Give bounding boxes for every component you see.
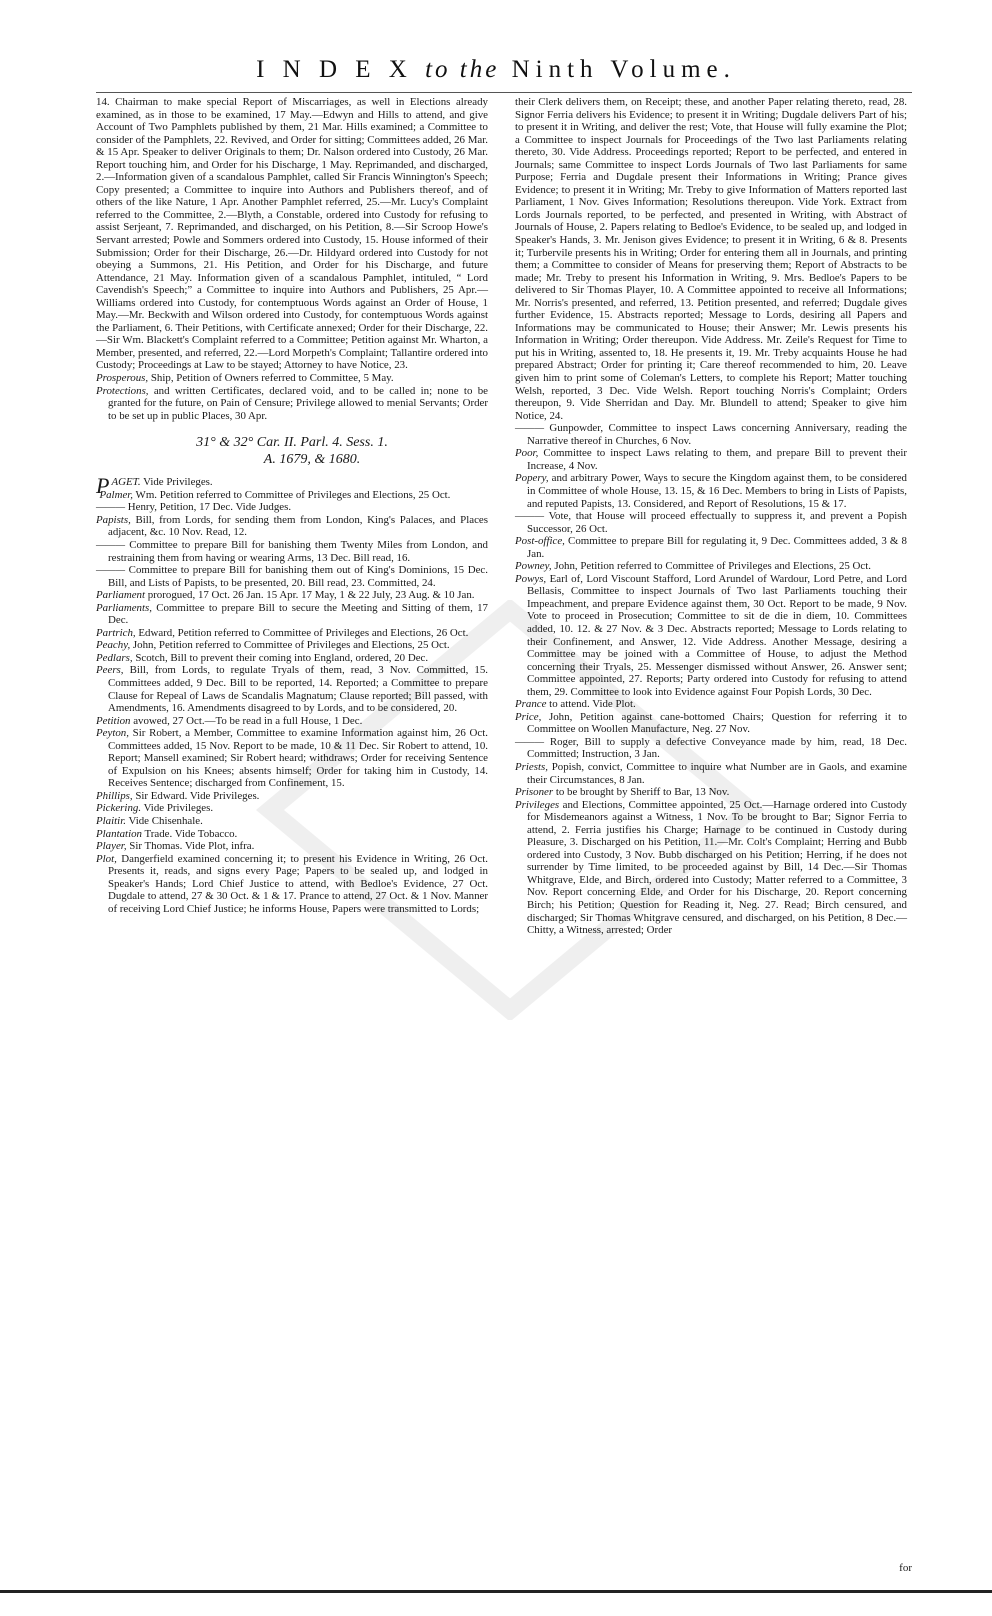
index-entry [96, 639, 488, 652]
entry-text: Wm. Petition referred to Committee of Privileges and Elections, 25 Oct. [133, 488, 451, 501]
drop-cap: P [96, 473, 110, 499]
index-entry [96, 828, 488, 841]
entry-text: Scotch, Bill to prevent their coming into England, ordered, 20 Dec. [132, 651, 429, 664]
entry-text: Committee to prepare Bill for banishing them Twenty Miles from London, and restraining them from having or wearing Arms, 13 Dec. Bill read, 16. [108, 538, 488, 564]
entry-text: Vote, that House will proceed effectually to suppress it, and prevent a Popish Successor, 26 Oct. [527, 510, 907, 535]
index-entry [96, 602, 488, 627]
left-column [96, 96, 488, 915]
index-entry [515, 510, 907, 535]
continuation-paragraph-right: their Clerk delivers them, on Receipt; these, and another Paper relating thereto, read, 28. Signor Ferria delivers his Evidence; to present it in Writing; Dugdale delivers Part of his; to present it in Writing, and deliver the rest; Vote, that House will fully examine the Plot; a Committee to inspect Journals for Proceedings of the Two last Parliaments relating thereto, 30. Vide Address. Proceedings reported; Report to be perfected, and entered in Journals; same Committee to inspect Lords Journals of Two last Parliaments for same Purpose; Ferria and Dugdale present their Informations in Writing; Prance gives Evidence; to present it in Writing; Mr. Treby to give Information of Matters reported last Parliament, 1 Nov. Gives Information; Resolutions thereupon. Vide York. Extract from Lords Journals reported, to be perfected, and presented in Writing, with Abstract of Journals of House, 2. Papers relating to Bedloe's Evidence, to be sealed up, and lodged in Speaker's Hands, 3. Mr. Jenison gives Evidence; to present it in Writing, 6 & 8. Presents it; Turbervile presents his in Writing; Order for entering them all in Journals, and printing them; a Committee to consider of Means for preserving them; Report of Abstracts to be made; Mr. Treby to present his Information in Writing, 9. Mrs. Bedloe's Papers to be delivered to Sir Thomas Player, 10. A Committee appointed to receive all Informations; Mr. Norris's presented, and referred, 13. Petition presented, and referred; Dugdale gives further Evidence, 15. Abstracts reported; Message to Lords, desiring all Papers and Informations may be communicated to House; their Answer; Mr. Lewis presents his Information in Writing; Order thereupon. Vide Address. Mr. Zeile's Request for Time to put his in Writing, assented to, 18. He presents it, 19. Mr. Treby acquaints House he had prepared Abstract; Order for printing it; Care thereof recommended to him, 20. Leave given him to print some of Coleman's Letters, to complete his Report; Matter touching Welsh, reported, 3 Dec. Vide Welsh. Report touching Norris's Complaint; Orders thereupon, 9. Vide Sherridan and Day. Mr. Blundell to attend; Speaker to give him Notice, 24. [515, 96, 907, 422]
entry-text: Roger, Bill to supply a defective Conveyance made by him, read, 18 Dec. Committed; Instruction, 3 Jan. [527, 735, 907, 761]
entry-headword: Player, [96, 840, 127, 853]
index-entry [96, 385, 488, 423]
entry-headword: Peachy, [96, 639, 131, 652]
entry-headword: Pickering. [96, 802, 142, 815]
entry-text: Committee to prepare Bill for regulating it, 9 Dec. Committees added, 3 & 8 Jan. [527, 535, 907, 560]
entry-headword: Prosperous, [96, 372, 149, 385]
entry-text: Committee to prepare Bill to secure the Meeting and Sitting of them, 17 Dec. [108, 601, 488, 627]
index-entry [96, 802, 488, 815]
index-entry [96, 715, 488, 728]
entry-headword: Peyton, [96, 727, 129, 740]
entry-headword: Protections, [96, 384, 149, 397]
entry-headword: Plaitir. [96, 814, 126, 827]
entry-headword: ——— [515, 735, 545, 748]
right-entries [515, 422, 907, 936]
entry-text: Sir Robert, a Member, Committee to examine Information against him, 26 Oct. Committees added, 15 Nov. Report to be made, 10 & 11 Dec. Sir Robert to attend, 10. Report; Mansell examined; Sir Robert heard; withdraws; Order for receiving Sentence of Expulsion on his Knees; absents himself; Order for taking him in Custody, 14. Receives Sentence; discharged from Confinement, 15. [108, 727, 488, 790]
entry-text: avowed, 27 Oct.—To be read in a full House, 1 Dec. [130, 714, 363, 727]
left-top-entries [96, 372, 488, 422]
index-entry [96, 372, 488, 385]
entry-text: prorogued, 17 Oct. 26 Jan. 15 Apr. 17 May, 1 & 22 July, 23 Aug. & 10 Jan. [145, 589, 475, 602]
entry-headword: Powney, [515, 560, 552, 573]
index-entry [515, 422, 907, 447]
entry-text: John, Petition against cane-bottomed Chairs; Question for referring it to Committee on Woollen Manufacture, Neg. 27 Nov. [527, 710, 907, 736]
index-entry [96, 501, 488, 514]
entry-headword: Privileges [515, 798, 560, 811]
entry-text: to be brought by Sheriff to Bar, 13 Nov. [553, 786, 730, 799]
entry-text: and arbitrary Power, Ways to secure the Kingdom against them, to be considered in Committee of whole House, 13. 15, & 16 Dec. Members to bring in Lists of Papists, and reputed Papists, 13. Considered, and Report of Resolutions, 15 & 17. [527, 472, 907, 510]
index-entry [96, 489, 488, 502]
entry-headword: Peers, [96, 664, 124, 677]
index-entry [515, 736, 907, 761]
entry-headword: Popery, [515, 472, 549, 485]
entry-text: Henry, Petition, 17 Dec. Vide Judges. [125, 501, 292, 514]
entry-headword: Plot, [96, 852, 117, 865]
entry-text: Committee to inspect Laws relating to them, and prepare Bill to prevent their Increase, 4 Nov. [527, 447, 907, 472]
header-rule [96, 92, 912, 93]
entry-text: Earl of, Lord Viscount Stafford, Lord Arundel of Wardour, Lord Petre, and Lord Bellasis, Committee to inspect Journals of Two last Parliaments touching their Impeachment, and prepare Evidence against them, 30 Oct. Report to be made, 9 Nov. Vote to proceed in Prosecution; Committee to sit de die in diem, 10. Committees added, 10. 12. & 27 Nov. & 3 Dec. Abstracts reported; Message to Lords relating to their Confinement, and Answer, 12. Vide Address. Another Message, desiring a Committee may be joined with a Committee of House, to adjust the Method concerning their Tryals, 25. Messenger dismissed without Answer, 26. Answer sent; Committee appointed, 27. Reports; Party ordered into Custody for refusing to attend them, 29. Committee to look into Evidence against Four Popish Lords, 30 Dec. [527, 572, 907, 698]
bottom-rule [0, 1590, 992, 1593]
entry-text: Vide Privileges. [141, 802, 214, 815]
entry-text: Dangerfield examined concerning it; to present his Evidence in Writing, 26 Oct. Presents it, reads, and signs every Page; Papers to be sealed up, and lodged in Speaker's Hands; Lord Chief Justice to attend, with Bedloe's Evidence, 27 Oct. Dugdale to attend, 27 & 30 Oct. & 1 & 17. Prance to attend, 27 Oct. & 1 Nov. Manner of receiving Lord Chief Justice; he informs House, Papers were transmitted to Lords; [108, 852, 488, 915]
entry-headword: Price, [515, 710, 542, 723]
running-head-to-the: to the [425, 56, 500, 83]
entry-text: Bill, from Lords, to regulate Tryals of them, read, 3 Nov. Committed, 15. Committees added, 9 Dec. Bill to be reported, 14. Reported; a Committee to prepare Clause for Repeal of Laws de Scandalis Magnatum; Clause reported; Bill passed, with Amendments, 16. Amendments disagreed to by Lords, and to be considered, 20. [108, 664, 488, 715]
right-column [515, 96, 907, 937]
entry-headword: ——— [96, 538, 126, 551]
entry-text: Ship, Petition of Owners referred to Committee, 5 May. [148, 372, 394, 385]
entry-text: Edward, Petition referred to Committee of Privileges and Elections, 26 Oct. [135, 626, 469, 639]
index-entry [515, 799, 907, 937]
entry-text: Trade. Vide Tobacco. [141, 827, 238, 840]
entry-headword: Post-office, [515, 535, 565, 548]
entry-headword: Plantation [96, 827, 142, 840]
entry-headword: Phillips, [96, 789, 133, 802]
running-head-volume: Ninth Volume. [511, 56, 736, 83]
entry-headword: ——— [96, 501, 126, 514]
entry-headword: Prisoner [515, 786, 554, 799]
entry-headword: AGET. [111, 476, 141, 489]
index-entry [96, 652, 488, 665]
entry-headword: Palmer, [99, 488, 134, 501]
index-entry [515, 786, 907, 799]
entry-text: Sir Edward. Vide Privileges. [132, 789, 260, 802]
index-entry [96, 664, 488, 714]
entry-headword: Parliaments, [96, 601, 152, 614]
index-entry [515, 761, 907, 786]
running-head-index: I N D E X [256, 56, 413, 83]
index-entry [515, 711, 907, 736]
index-entry [515, 573, 907, 698]
left-entries [96, 473, 488, 915]
entry-headword: ——— [515, 510, 545, 523]
index-entry [96, 589, 488, 602]
entry-text: Committee to prepare Bill for banishing them out of King's Dominions, 15 Dec. Bill, and Lists of Papists, to be presented, 20. Bill read, 23. Committed, 24. [108, 564, 488, 589]
index-entry [96, 790, 488, 803]
index-entry [515, 698, 907, 711]
index-entry [96, 853, 488, 916]
catchword: for [899, 1562, 912, 1574]
entry-headword: Priests, [515, 760, 548, 773]
entry-headword: Petition [96, 714, 131, 727]
index-entry [96, 627, 488, 640]
entry-headword: ——— [96, 564, 126, 577]
index-entry [96, 727, 488, 790]
entry-text: Sir Thomas. Vide Plot, infra. [126, 840, 255, 853]
entry-headword: Partrich, [96, 626, 136, 639]
entry-headword: Prance [515, 698, 547, 711]
index-entry [96, 815, 488, 828]
index-entry [515, 447, 907, 472]
entry-text: Vide Privileges. [140, 476, 213, 489]
running-head [0, 56, 992, 84]
index-entry [515, 535, 907, 560]
entry-headword: Powys, [515, 572, 547, 585]
index-entry [96, 840, 488, 853]
entry-text: to attend. Vide Plot. [546, 698, 636, 711]
section-heading-line1: 31° & 32° Car. II. Parl. 4. Sess. 1. [196, 435, 388, 451]
entry-text: and written Certificates, declared void, and to be called in; none to be granted for the future, on Pain of Censure; Privilege allowed to menial Servants; Order to be set up in public Places, 30 Apr. [108, 384, 488, 422]
entry-headword: Pedlars, [96, 651, 133, 664]
entry-text: John, Petition referred to Committee of Privileges and Elections, 25 Oct. [130, 639, 450, 652]
index-entry [96, 514, 488, 539]
continuation-paragraph: 14. Chairman to make special Report of Miscarriages, as well in Elections already examined, as in those to be examined, 17 May.—Edwyn and Hills to attend, and give Account of Two Pamphlets published by them, 21 Mar. Hills examined; a Committee to consider of the Pamphlets, 22. Revived, and Order for sitting; Committees added, 26 Mar. & 15 Apr. Speaker to deliver Originals to them; Dr. Nalson ordered into Custody, 26 Mar. Report touching him, and Order for his Discharge, 1 May. Reprimanded, and discharged, 2.—Information given of a scandalous Pamphlet, called Sir Francis Winnington's Speech; Copy presented; a Committee to inquire into Authors and Publishers thereof, and of others of the like Nature, 1 Apr. Another Pamphlet referred, 25.—Mr. Lucy's Complaint referred to the Committee, 2.—Blyth, a Constable, ordered into Custody for refusing to assist Serjeant, 7. Reprimanded, and discharged, on his Petition, 8.—Sir Scroop Howe's Servant arrested; Powle and Sommers ordered into Custody, 15. House informed of their Submission; Order for their Discharge, 26.—Dr. Hildyard ordered into Custody for not obeying a Summons, 21. His Petition, and Order for his Discharge, and future Attendance, 21 May. Information given of a scandalous Pamphlet, intituled, “ Lord Cavendish's Speech;” a Committee to inquire into Authors and Publishers, 25 Apr.—Williams ordered into Custody, for contemptuous Words against an Order of House, 1 May.—Mr. Beckwith and Wilson ordered into Custody, for contemptuous Words against the Parliament, 6. Their Petitions, with Certificate annexed; Order for their Discharge, 22.—Sir Wm. Blackett's Complaint referred to a Committee; Petition against Mr. Wharton, a Member, presented, and referred, 22.—Lord Morpeth's Complaint; Tallantire ordered into Custody; Proceedings at Law to be stayed; Attorney to have Notice, 23. [96, 96, 488, 372]
index-entry [515, 472, 907, 510]
index-entry [515, 560, 907, 573]
entry-text: Vide Chisenhale. [125, 814, 203, 827]
entry-text: John, Petition referred to Committee of Privileges and Elections, 25 Oct. [551, 560, 872, 573]
entry-text: Popish, convict, Committee to inquire what Number are in Gaols, and examine their Circumstances, 8 Jan. [527, 760, 907, 786]
entry-text: and Elections, Committee appointed, 25 Oct.—Harnage ordered into Custody for Misdemeanors against a Witness, 1 Nov. To be brought to Bar; Signor Ferria to attend, 2. Ferria justifies his Charge; Harnage to be continued in Custody during Pleasure, 3. Discharged on his Petition, 11.—Mr. Colt's Complaint; Herring and Bubb ordered into Custody, 3 Nov. Bubb discharged on his Petition; Herring, if he does not surrender by Time limited, to be proceeded against by Bill, 14 Dec.—Sir Thomas Whitgrave, Elde, and Birch, ordered into Custody; Matter referred to a Committee, 3 Nov. Report concerning Elde, and Order for his Discharge, 20. Report concerning Birch; his Petition; Question for Reading it, Neg. 27. Read; Birch censured, and discharged; Sir Thomas Whitgrave censured, and discharged, on his Petition, 8 Dec.—Chitty, a Witness, arrested; Order [527, 798, 907, 937]
entry-text: Bill, from Lords, for sending them from London, King's Palaces, and Places adjacent, &c. 10 Nov. Read, 12. [108, 513, 488, 539]
index-entry [96, 539, 488, 564]
entry-headword: ——— [515, 422, 545, 435]
entry-headword: Papists, [96, 513, 131, 526]
section-heading [96, 434, 488, 468]
entry-headword: Parliament [96, 589, 146, 602]
index-entry [96, 564, 488, 589]
entry-headword: Poor, [515, 447, 539, 460]
entry-text: Gunpowder, Committee to inspect Laws concerning Anniversary, reading the Narrative thereof in Churches, 6 Nov. [527, 422, 907, 447]
section-heading-line2: A. 1679, & 1680. [263, 452, 361, 468]
